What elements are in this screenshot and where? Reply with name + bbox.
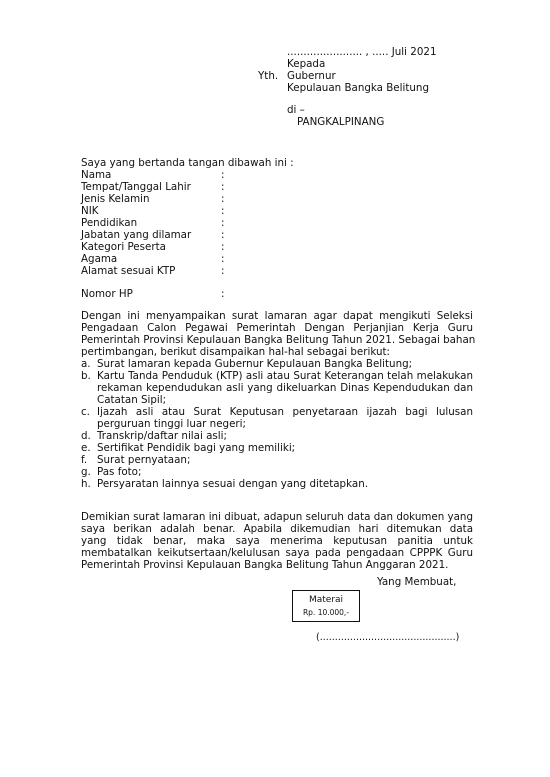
field-colon: :	[221, 181, 225, 193]
list-marker: b.	[81, 370, 91, 382]
list-item-line: Kartu Tanda Penduduk (KTP) asli atau Surat Keterangan telah melakukan	[97, 370, 473, 382]
field-colon: :	[221, 193, 225, 205]
recipient-title: Gubernur	[287, 70, 336, 82]
field-colon: :	[221, 288, 225, 300]
list-item-line: Catatan Sipil;	[97, 394, 167, 406]
list-item	[97, 406, 473, 418]
field-label-nomor-hp: Nomor HP	[81, 288, 133, 300]
city-label: PANGKALPINANG	[297, 116, 385, 128]
list-item-line: rekaman kependudukan asli yang dikeluarkan Dinas Kependudukan dan	[97, 382, 473, 394]
paragraph-line: membatalkan keikutsertaan/kelulusan saya pada pengadaan CPPPK Guru	[81, 547, 473, 559]
list-marker: g.	[81, 466, 91, 478]
paragraph-line: Pemerintah Provinsi Kepulauan Bangka Belitung Tahun 2021. Sebagai bahan	[81, 334, 476, 346]
field-colon: :	[221, 241, 225, 253]
field-colon: :	[221, 253, 225, 265]
list-marker: a.	[81, 358, 91, 370]
list-item: Persyaratan lainnya sesuai dengan yang ditetapkan.	[97, 478, 368, 490]
list-item: Transkrip/daftar nilai asli;	[97, 430, 227, 442]
field-colon: :	[221, 217, 225, 229]
field-colon: :	[221, 205, 225, 217]
paragraph-line-last: Pemerintah Provinsi Kepulauan Bangka Belitung Tahun Anggaran 2021.	[81, 559, 449, 571]
date-line: ....................... , ..... Juli 2021	[287, 46, 437, 58]
closing-text: Yang Membuat,	[377, 576, 457, 588]
paragraph-line: Pengadaan Calon Pegawai Pemerintah Dengan Perjanjian Kerja Guru	[81, 322, 473, 334]
paragraph-closing	[81, 511, 473, 559]
field-label-pendidikan: Pendidikan	[81, 217, 138, 229]
field-label-nik: NIK	[81, 205, 99, 217]
list-marker: e.	[81, 442, 91, 454]
field-label-agama: Agama	[81, 253, 118, 265]
field-colon: :	[221, 229, 225, 241]
paragraph-line-last: pertimbangan, berikut disampaikan hal-hal sebagai berikut:	[81, 346, 391, 358]
field-label-jabatan: Jabatan yang dilamar	[81, 229, 192, 241]
list-marker: d.	[81, 430, 91, 442]
list-item-line: perguruan tinggi luar negeri;	[97, 418, 246, 430]
field-label-kategori: Kategori Peserta	[81, 241, 166, 253]
materai-stamp-box	[292, 590, 360, 622]
list-item-line: Ijazah asli atau Surat Keputusan penyetaraan ijazah bagi lulusan	[97, 406, 473, 418]
list-item: Sertifikat Pendidik bagi yang memiliki;	[97, 442, 296, 454]
signature-name-placeholder: (.............................................)	[316, 632, 460, 643]
yth-label: Yth.	[258, 70, 279, 82]
list-item: Surat pernyataan;	[97, 454, 191, 466]
field-label-ttl: Tempat/Tanggal Lahir	[81, 181, 191, 193]
materai-value: Rp. 10.000,-	[302, 608, 350, 617]
materai-title: Materai	[308, 595, 344, 605]
list-item: Surat lamaran kepada Gubernur Kepulauan Bangka Belitung;	[97, 358, 413, 370]
paragraph-line: yang tidak benar, maka saya menerima keputusan panitia untuk	[81, 535, 473, 547]
list-item: Pas foto;	[97, 466, 142, 478]
kepada-label: Kepada	[287, 58, 326, 70]
recipient-org: Kepulauan Bangka Belitung	[287, 82, 429, 94]
paragraph-line: Dengan ini menyampaikan surat lamaran agar dapat mengikuti Seleksi	[81, 310, 473, 322]
list-marker: h.	[81, 478, 91, 490]
field-label-nama: Nama	[81, 169, 112, 181]
di-label: di –	[287, 104, 305, 116]
list-marker: f.	[81, 454, 88, 466]
paragraph-line: Demikian surat lamaran ini dibuat, adapun seluruh data dan dokumen yang	[81, 511, 473, 523]
field-colon: :	[221, 265, 225, 277]
list-marker: c.	[81, 406, 90, 418]
paragraph-intro	[81, 310, 476, 346]
field-label-jenis-kelamin: Jenis Kelamin	[81, 193, 150, 205]
field-colon: :	[221, 169, 225, 181]
field-label-alamat: Alamat sesuai KTP	[81, 265, 176, 277]
list-item	[97, 370, 473, 394]
paragraph-line: saya berikan adalah benar. Apabila dikemudian hari ditemukan data	[81, 523, 473, 535]
intro-text: Saya yang bertanda tangan dibawah ini :	[81, 157, 294, 169]
